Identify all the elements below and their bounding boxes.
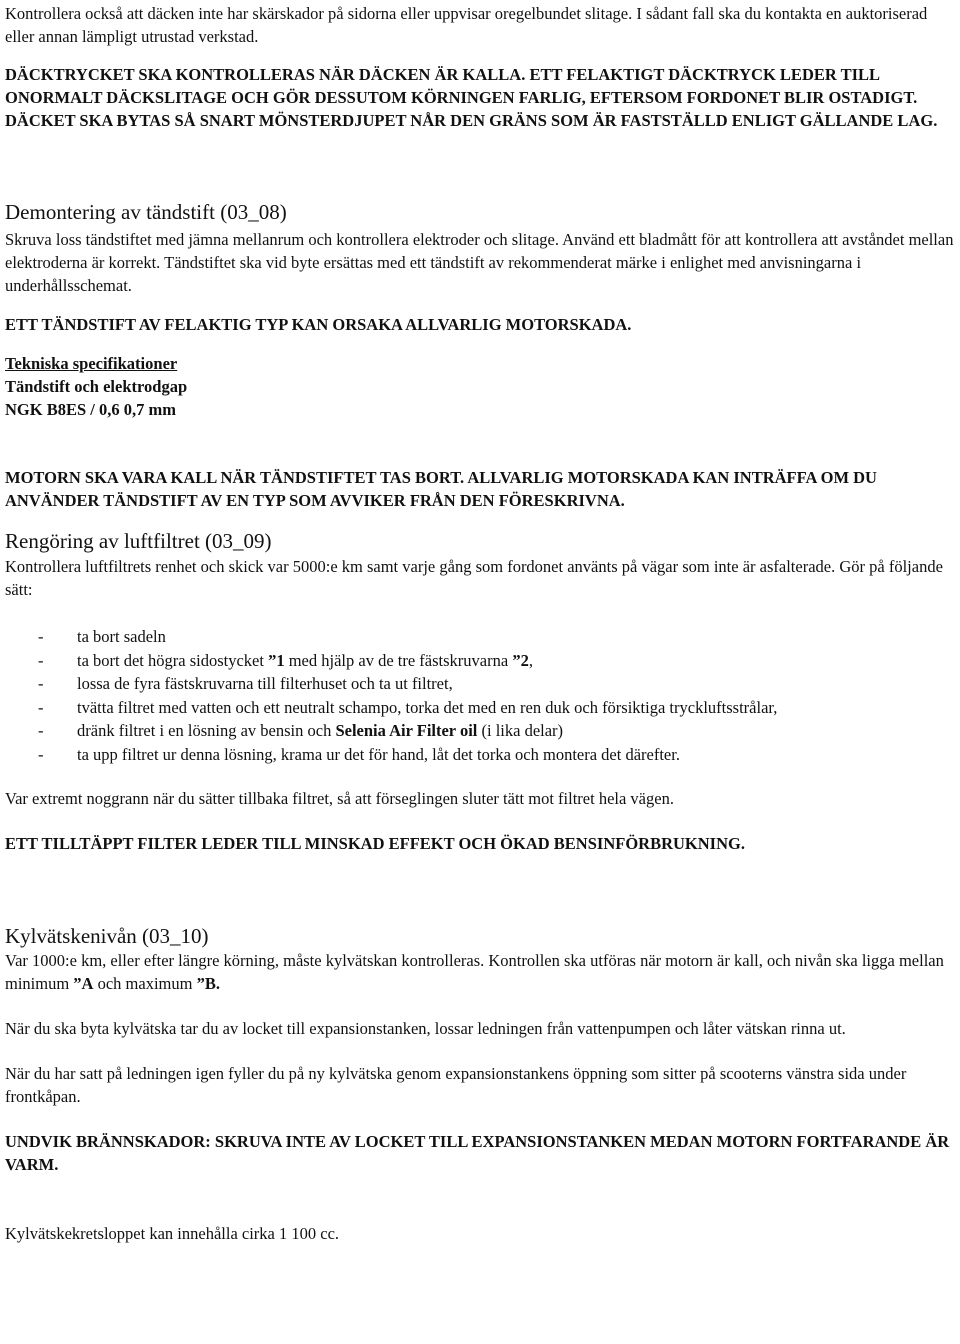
- intro-paragraph: Kontrollera också att däcken inte har skärskador på sidorna eller uppvisar oregelbundet slitage. I sådant fall ska du kontakta en auktoriserad eller annan lämpligt utrustad verkstad.: [5, 4, 928, 46]
- dash-bullet: -: [38, 721, 44, 741]
- list-item: - tvätta filtret med vatten och ett neutralt schampo, torka det med en ren duk och försiktiga tryckluftsstrålar,: [5, 696, 957, 720]
- tech-spec-value: NGK B8ES / 0,6 0,7 mm: [5, 400, 176, 419]
- document-page: [5, 2, 957, 1245]
- coolant-change-paragraph: När du ska byta kylvätska tar du av locket till expansionstanken, lossar ledningen från vattenpumpen och låter vätskan rinna ut.: [5, 1018, 846, 1038]
- spark-plug-heading: Demontering av tändstift (03_08): [5, 200, 287, 224]
- tech-spec-title: Tekniska specifikationer: [5, 354, 178, 373]
- list-item: - ta upp filtret ur denna lösning, krama ur det för hand, låt det torka och montera det därefter.: [5, 743, 957, 767]
- tech-spec-label: Tändstift och elektrodgap: [5, 377, 188, 396]
- min-mark: A: [81, 973, 94, 993]
- coolant-body: Var 1000:e km, eller efter längre körning, måste kylvätskan kontrolleras. Kontrollen ska utföras när motorn är kall, och nivån ska ligga mellan minimum ”A och maximum ”B.: [5, 950, 944, 993]
- list-item: - dränk filtret i en lösning av bensin och Selenia Air Filter oil (i lika delar): [5, 719, 957, 743]
- burn-warning: UNDVIK BRÄNNSKADOR: SKRUVA INTE AV LOCKET TILL EXPANSIONSTANKEN MEDAN MOTORN FORTFARANDE ÄR VARM.: [5, 1131, 950, 1174]
- air-filter-heading: Rengöring av luftfiltret (03_09): [5, 529, 272, 553]
- tire-pressure-warning: DÄCKTRYCKET SKA KONTROLLERAS NÄR DÄCKEN ÄR KALLA. ETT FELAKTIGT DÄCKTRYCK LEDER TILL ONORMALT DÄCKSLITAGE OCH GÖR DESSUTOM KÖRNINGEN FARLIG, EFTERSOM FORDONET BLIR OSTADIGT. DÄCKET SKA BYTAS SÅ SNART MÖNSTERDJUPET NÅR DEN GRÄNS SOM ÄR FASTSTÄLLD ENLIGT GÄLLANDE LAG.: [5, 65, 938, 130]
- coolant-refill-paragraph: När du har satt på ledningen igen fyller du på ny kylvätska genom expansionstankens öppning som sitter på scooterns vänstra sida under frontkåpan.: [5, 1063, 907, 1106]
- coolant-capacity: Kylvätskekretsloppet kan innehålla cirka 1 100 cc.: [5, 1223, 340, 1243]
- dash-bullet: -: [38, 744, 44, 764]
- list-item: - ta bort det högra sidostycket ”1 med hjälp av de tre fästskruvarna ”2,: [5, 649, 957, 673]
- coolant-heading: Kylvätskenivån (03_10): [5, 923, 209, 948]
- spark-plug-body: Skruva loss tändstiftet med jämna mellanrum och kontrollera elektroder och slitage. Använd ett bladmått för att kontrollera att avståndet mellan elektroderna är korrekt. Tändstiftet ska vid byte ersättas med ett tändstift av rekommenderat märke i enlighet med anvisningarna i underhållsschemat.: [5, 230, 954, 295]
- part-number-1: 1: [276, 650, 285, 670]
- product-name: Selenia Air Filter oil: [335, 721, 478, 741]
- dash-bullet: -: [38, 697, 44, 717]
- dash-bullet: -: [38, 650, 44, 670]
- dash-bullet: -: [38, 674, 44, 694]
- air-filter-steps: [5, 625, 957, 767]
- list-item: - lossa de fyra fästskruvarna till filterhuset och ta ut filtret,: [5, 672, 957, 696]
- air-filter-body: Kontrollera luftfiltrets renhet och skick var 5000:e km samt varje gång som fordonet använts på vägar som inte är asfalterade. Gör på följande sätt:: [5, 557, 943, 599]
- spark-plug-warning: ETT TÄNDSTIFT AV FELAKTIG TYP KAN ORSAKA ALLVARLIG MOTORSKADA.: [5, 315, 632, 334]
- engine-cold-warning: MOTORN SKA VARA KALL NÄR TÄNDSTIFTET TAS BORT. ALLVARLIG MOTORSKADA KAN INTRÄFFA OM DU ANVÄNDER TÄNDSTIFT AV EN TYP SOM AVVIKER FRÅN DEN FÖRESKRIVNA.: [5, 468, 877, 510]
- clogged-filter-warning: ETT TILLTÄPPT FILTER LEDER TILL MINSKAD EFFEKT OCH ÖKAD BENSINFÖRBRUKNING.: [5, 833, 745, 853]
- dash-bullet: -: [38, 627, 44, 646]
- max-mark: B: [204, 973, 216, 993]
- list-item: - ta bort sadeln: [5, 625, 957, 649]
- air-filter-note: Var extremt noggrann när du sätter tillbaka filtret, så att förseglingen sluter tätt mot filtret hela vägen.: [5, 788, 674, 808]
- part-number-2: 2: [520, 650, 529, 670]
